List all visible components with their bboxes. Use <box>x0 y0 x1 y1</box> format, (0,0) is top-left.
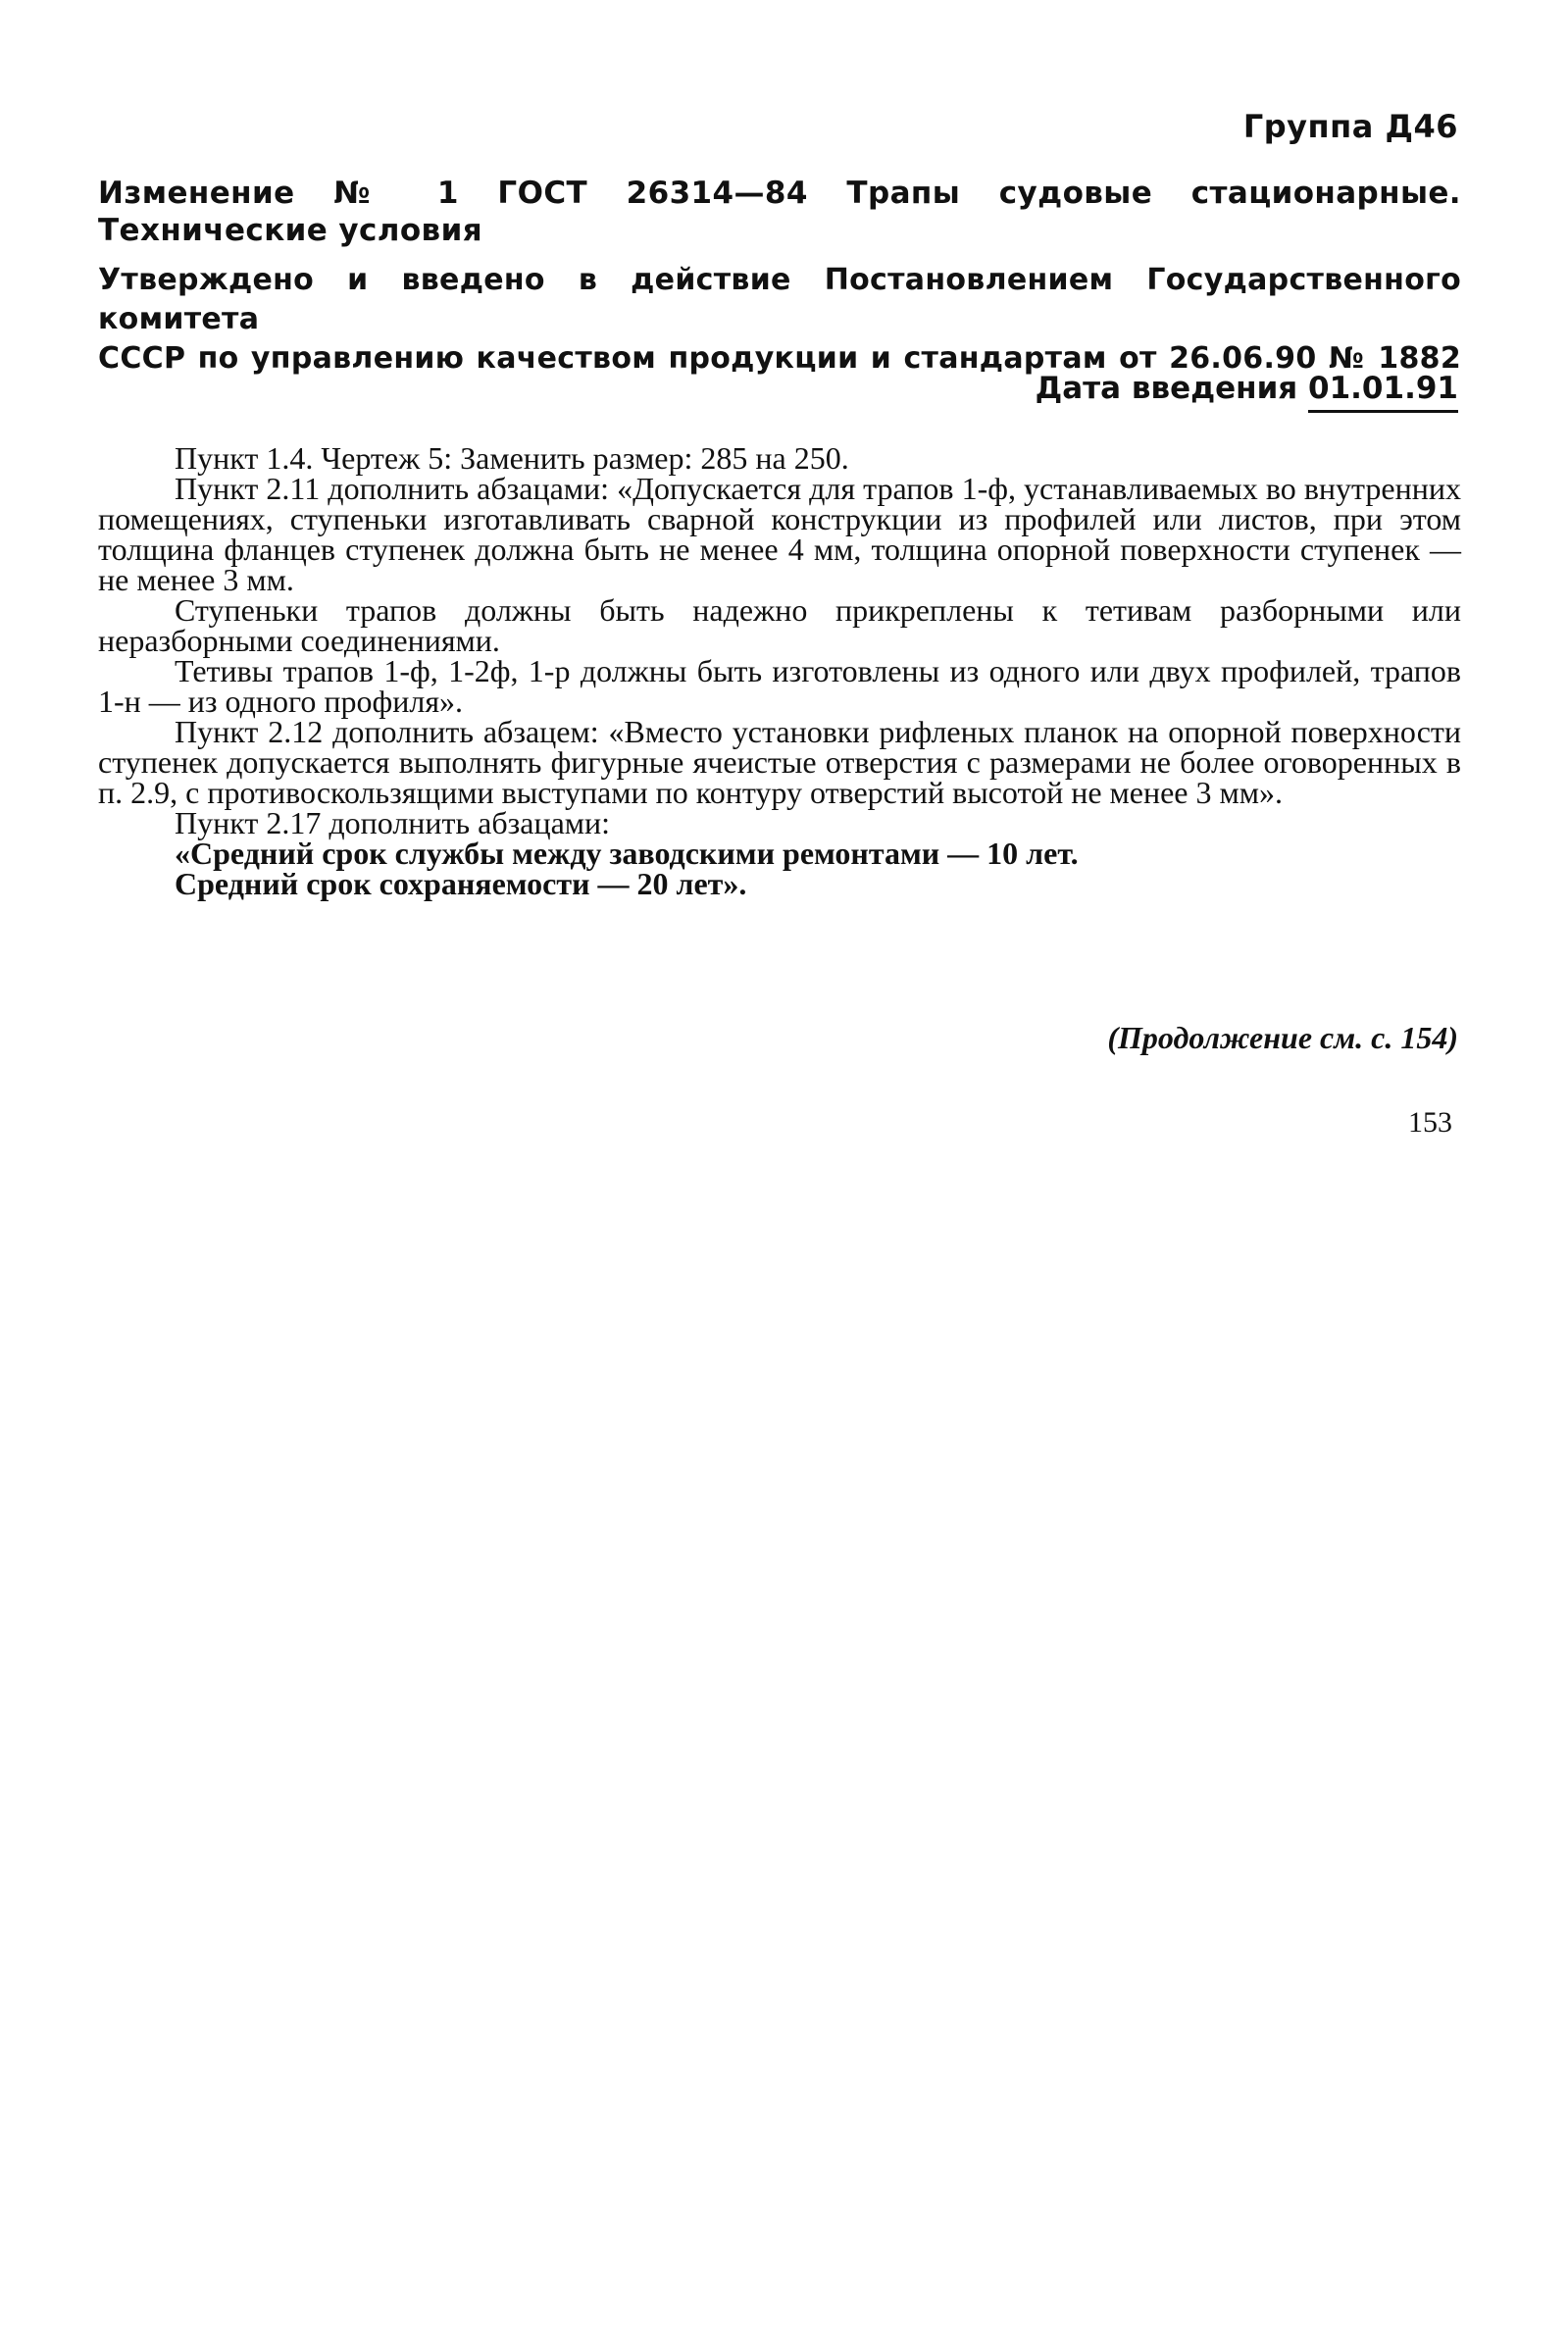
paragraph-steps-fastening: Ступеньки трапов должны быть надежно прикреплены к тетивам разборными или неразборными соединениями. <box>98 592 1461 658</box>
continuation-note: (Продолжение см. с. 154) <box>1107 1020 1458 1055</box>
change-title: Изменение № 1 ГОСТ 26314—84 Трапы судовые стационарные. Технические условия <box>98 176 1461 248</box>
paragraph-service-life: «Средний срок службы между заводскими ремонтами — 10 лет. <box>175 836 1079 871</box>
introduction-date-value: 01.01.91 <box>1308 369 1458 413</box>
introduction-date-label: Дата введения <box>1035 371 1298 406</box>
body-text <box>98 440 1461 901</box>
page-number: 153 <box>1408 1106 1452 1139</box>
paragraph-item-2-12: Пункт 2.12 дополнить абзацем: «Вместо установки рифленых планок на опорной поверхности ступенек допускается выполнять фигурные ячеистые отверстия с размерами не более оговоренных в п. 2.9, с противоскользящими выступами по контуру отверстий высотой не менее 3 мм». <box>98 714 1461 810</box>
approval-statement <box>98 261 1461 379</box>
group-code: Группа Д46 <box>1242 108 1458 145</box>
introduction-date <box>1036 369 1458 413</box>
approval-line-1: Утверждено и введено в действие Постановлением Государственного комитета <box>98 263 1461 336</box>
paragraph-storage-life: Средний срок сохраняемости — 20 лет». <box>175 866 747 901</box>
paragraph-item-2-11: Пункт 2.11 дополнить абзацами: «Допускается для трапов 1-ф, устанавливаемых во внутренних помещениях, ступеньки изготавливать сварной конструкции из профилей или листов, при этом толщина фланцев ступенек должна быть не менее 4 мм, толщина опорной поверхности ступенек — не менее 3 мм. <box>98 471 1461 597</box>
paragraph-item-1-4: Пункт 1.4. Чертеж 5: Заменить размер: 285 на 250. <box>175 440 849 476</box>
paragraph-item-2-17: Пункт 2.17 дополнить абзацами: <box>175 805 611 840</box>
paragraph-stringers: Тетивы трапов 1-ф, 1-2ф, 1-р должны быть изготовлены из одного или двух профилей, трапов 1-н — из одного профиля». <box>98 653 1461 719</box>
approval-line-2: СССР по управлению качеством продукции и стандартам от 26.06.90 № 1882 <box>98 341 1461 376</box>
